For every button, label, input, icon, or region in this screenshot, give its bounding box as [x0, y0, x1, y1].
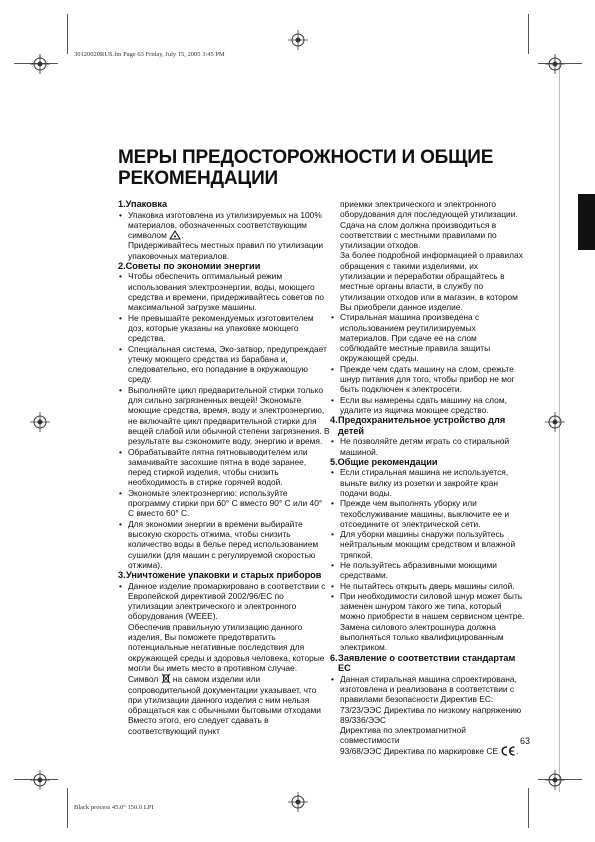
page-title: МЕРЫ ПРЕДОСТОРОЖНОСТИ И ОБЩИЕ РЕКОМЕНДАЦИИ: [118, 147, 494, 189]
list-item: 73/23/ЭЭС Директива по низкому напряжению 89/336/ЭЭС: [340, 704, 522, 725]
list-item: Придерживайтесь местных правил по утилизации упаковочных материалов.: [128, 240, 324, 261]
list-item: • Не пытайтесь открыть дверь машины силой.: [330, 581, 525, 591]
crossed-bin-icon: [161, 673, 171, 684]
thumb-tab: [578, 194, 595, 250]
list-item: • Упаковка изготовлена из утилизируемых на 100% материалов, обозначенных соответствующим символом .: [118, 210, 330, 241]
list-item: За более подробной информацией о правилах обращения с такими изделиями, их утилизации и переработки обращайтесь в местные органы власти, в службу по утилизации отходов или в магазин, в котором Вы приобрели данное изделие.: [340, 250, 523, 312]
energy-list: [118, 271, 330, 570]
list-item: • Не превышайте рекомендуемых изготовителем доз, которые указаны на упаковке моющего средства.: [118, 313, 330, 344]
list-item: • Выполняйте цикл предварительной стирки только для сильно загрязненных вещей! Экономьте моющие средства, время, воду и электроэнергию, не включайте цикл предварительной стирки для вещей слабой или обычной степени загрязнения. В результате вы сэкономите воду, энергию и время.: [118, 385, 330, 447]
list-item: • Не позволяйте детям играть со стиральной машиной.: [330, 436, 525, 457]
list-item: • Если стиральная машина не используется, выньте вилку из розетки и закройте кран подачи воды.: [330, 467, 525, 498]
disposal-list-continued: [330, 199, 525, 415]
list-item: • Экономьте электроэнергию: используйте программу стирки при 60° C вместо 90° C или 40° C вместо 60° C.: [118, 488, 330, 519]
registration-mark-icon: [30, 54, 50, 74]
list-item: • Для уборки машины снаружи пользуйтесь нейтральным моющим средством и влажной тряпкой.: [330, 529, 525, 560]
list-item: • Данное изделие промаркировано в соответствии с Европейской директивой 2002/96/ЕС по утилизации электрического и электронного оборудования (WEEE).: [118, 581, 330, 622]
left-column: [118, 199, 330, 736]
list-item: • Если вы намерены сдать машину на слом, удалите из ящичка моющее средство.: [330, 395, 525, 416]
list-item: • Специальная система, Эко-затвор, предупреждает утечку моющего средства из барабана и, следовательно, его попадание в окружающую среду.: [118, 344, 330, 385]
section-heading-disposal: 3. Уничтожение упаковки и старых приборов: [118, 570, 322, 581]
section-heading-child-safety: 4. Предохранительное устройство для детей: [330, 415, 506, 436]
list-item: • Не пользуйтесь абразивными моющими средствами.: [330, 560, 525, 581]
list-item: • Прежде чем выполнять уборку или техобслуживание машины, выключите ее и отсоедините от электрической сети.: [330, 498, 525, 529]
recycle-triangle-icon: [169, 230, 181, 240]
registration-mark-icon: [288, 30, 308, 50]
list-item: • Прежде чем сдать машину на слом, срежьте шнур питания для того, чтобы прибор не мог быть подключен к электросети.: [330, 364, 525, 395]
list-item: Символ на самом изделии или сопроводительной документации указывает, что при утилизации данного изделия с ним нельзя обращаться как с обычными бытовыми отходами Вместо этого, его следует сдавать в соответствующий пункт: [128, 674, 321, 736]
list-item: 93/68/ЭЭС Директива по маркировке СЕ .: [340, 745, 519, 756]
page-number: 63: [520, 736, 531, 746]
disposal-list: [118, 581, 330, 736]
ce-mark-icon: [500, 746, 516, 756]
registration-mark-icon: [545, 54, 565, 74]
registration-mark-icon: [30, 412, 50, 432]
list-item: • Для экономии энергии в времени выбирайте высокую скорость отжима, чтобы снизить количество воды в белье перед использованием сушилки (для машин с регулируемой скоростью отжима).: [118, 519, 330, 570]
registration-mark-icon: [545, 770, 565, 790]
crop-mark-bottom-left-v: [67, 788, 68, 828]
list-item: Директива по электромагнитной совместимости: [340, 725, 466, 746]
section-heading-packaging: 1.Упаковка: [118, 199, 168, 209]
registration-mark-icon: [30, 770, 50, 790]
general-list: [330, 467, 525, 652]
registration-mark-icon: [288, 792, 308, 812]
registration-mark-icon: [545, 412, 565, 432]
crop-mark-top-right-v: [528, 14, 529, 54]
list-item: • Обрабатывайте пятна пятновыводителем или замачивайте засохшие пятна в воде заранее, перед стиркой изделия, чтобы снизить необходимость в стирке горячей водой.: [118, 447, 330, 488]
print-header-note: 30120020RUS.fm Page 63 Friday, July 15, 2005 3:45 PM: [74, 51, 225, 58]
ec-conformity-list: [330, 674, 525, 756]
list-item: приемки электрического и электронного оборудования для последующей утилизации. Сдача на слом должна производиться в соответствии с местными правилами по утилизации отходов.: [340, 199, 518, 251]
list-item: • Данная стиральная машина спроектирована, изготовлена и реализована в соответствии с правилами безопасности Директив ЕС:: [330, 674, 525, 705]
print-footer-note: Black process 45.0° 150.0 LPI: [74, 804, 154, 811]
packaging-list: [118, 210, 330, 261]
right-column: [330, 199, 525, 756]
list-item: • Чтобы обеспечить оптимальный режим использования электроэнергии, воды, моющего средства и времени, придерживайтесь советов по максимальной загрузке машины.: [118, 271, 330, 312]
crop-mark-top-left-v: [67, 14, 68, 54]
crop-mark-bottom-right-v: [528, 788, 529, 828]
list-item: • Стиральная машина произведена с использованием реутилизируемых материалов. При сдаче ее на слом соблюдайте местные правила защиты окружающей среды.: [330, 312, 525, 363]
list-item: Обеспечив правильную утилизацию данного изделия, Вы поможете предотвратить потенциальные негативные последствия для окружающей среды и здоровья человека, которые могли бы иметь место в противном случае.: [128, 621, 325, 673]
child-safety-list: [330, 436, 525, 457]
list-item: • При необходимости силовой шнур может быть заменен шнуром такого же типа, который можно приобрести в нашем сервисном центре. Замена силового электрошнура должна выполняться только квалифицированным электриком.: [330, 591, 525, 653]
section-heading-energy: 2.Советы по экономии энергии: [118, 260, 261, 271]
section-heading-general: 5.Общие рекомендации: [330, 456, 438, 467]
section-heading-ec-conformity: 6. Заявление о соответствии стандартам ЕС: [330, 652, 516, 674]
